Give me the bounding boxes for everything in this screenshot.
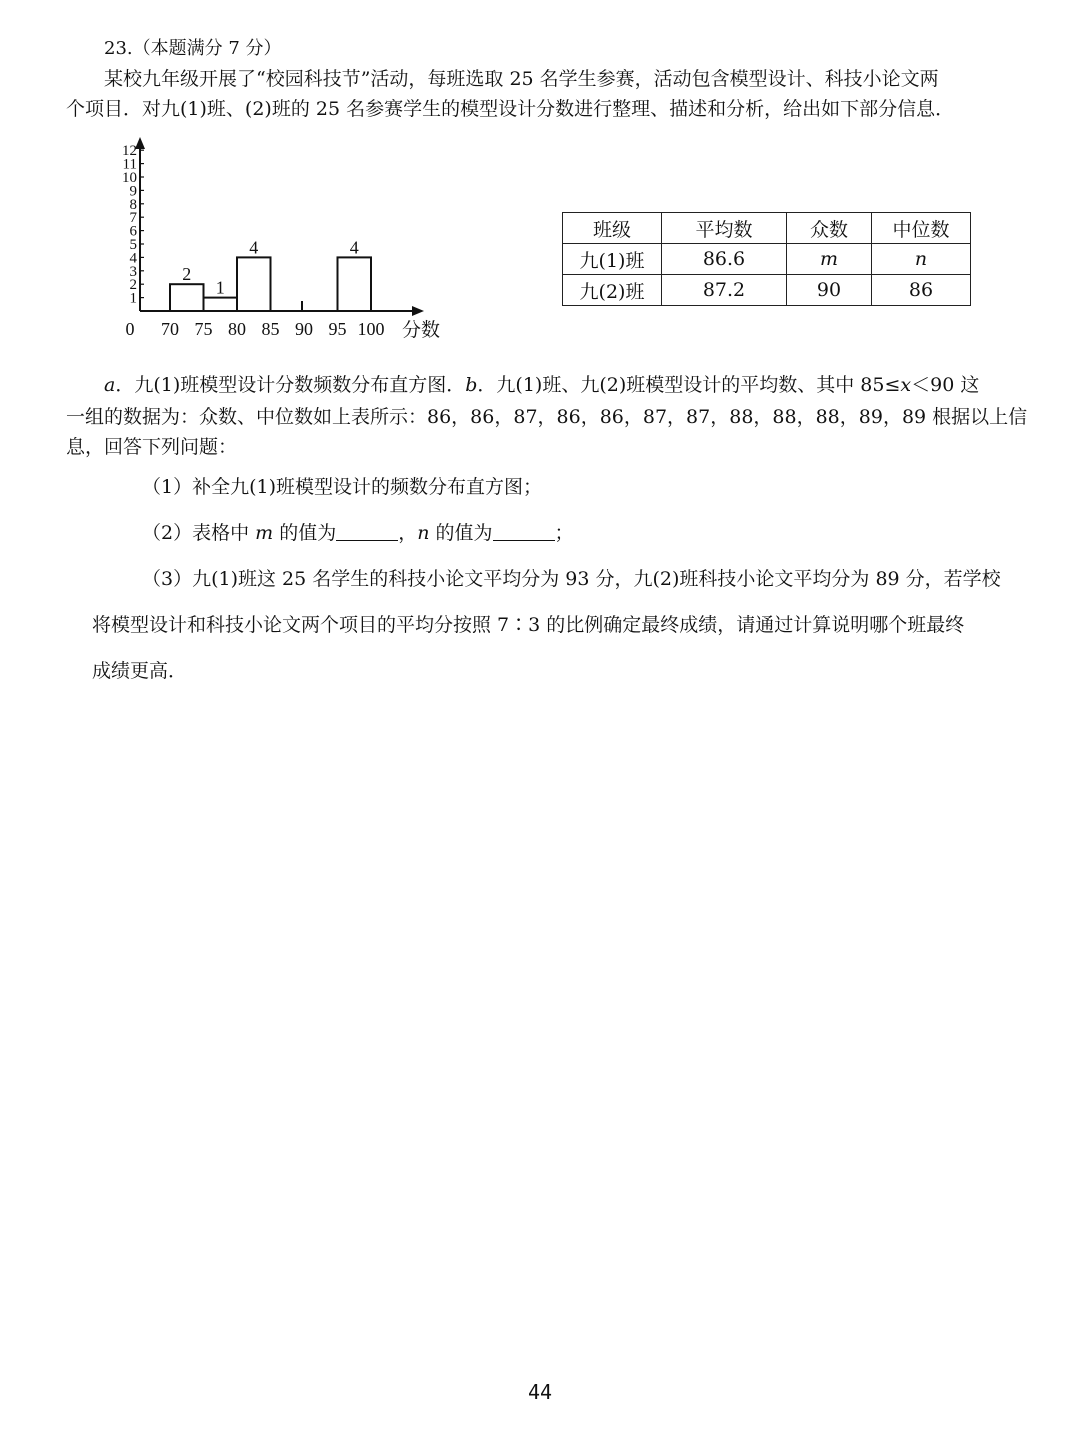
y-tick-label: 4: [129, 250, 137, 267]
x-axis-arrow: [412, 306, 424, 316]
table-cell: [787, 244, 872, 275]
stats-table: [562, 212, 971, 306]
table-cell: [872, 244, 971, 275]
bar-value-label: 2: [182, 264, 192, 285]
var-m: m: [819, 248, 839, 270]
x-tick-label: 85: [261, 319, 280, 339]
var-n: n: [914, 248, 928, 270]
table-cell: 90: [787, 275, 872, 306]
question-1: （1）补全九(1)班模型设计的频数分布直方图；: [142, 476, 543, 498]
var-x: x: [900, 374, 912, 396]
table-cell: 九(2)班: [563, 275, 662, 306]
histogram-bar: [170, 284, 204, 311]
intro-line-2: 个项目．对九(1)班、(2)班的 25 名参赛学生的模型设计分数进行整理、描述和分析，给出如下部分信息．: [66, 98, 955, 120]
table-row: [563, 275, 971, 306]
page-number: 44: [527, 1380, 553, 1404]
label-b: b: [465, 374, 478, 396]
question-2: （2）表格中 m 的值为 ，n 的值为 ；: [142, 522, 574, 544]
table-cell: 87.2: [662, 275, 787, 306]
table-header-row: [563, 213, 971, 244]
table-header-cell: 平均数: [662, 213, 787, 244]
x-tick-label: 100: [357, 319, 385, 339]
y-tick-label: 8: [129, 196, 137, 213]
table-cell: 86: [872, 275, 971, 306]
y-tick-label: 9: [129, 183, 137, 200]
intro-line-1: 某校九年级开展了“校园科技节”活动，每班选取 25 名学生参赛，活动包含模型设计、科技小论文两: [104, 68, 939, 90]
x-tick-label: 90: [295, 319, 313, 339]
info-line-2: 一组的数据为：众数、中位数如上表所示：86，86，87，86，86，87，87，88，88，88，89，89 根据以上信: [66, 406, 1028, 428]
histogram-bar: [204, 298, 238, 311]
x-tick-label: 70: [161, 319, 179, 339]
y-tick-label: 12: [122, 143, 137, 160]
y-tick-label: 11: [122, 156, 137, 173]
question-title: 23.（本题满分 7 分）: [104, 38, 282, 59]
question-3-line-3: 成绩更高．: [92, 660, 188, 682]
histogram-bar: [237, 257, 271, 311]
y-tick-label: 10: [122, 170, 137, 186]
histogram-bar: [338, 257, 372, 311]
y-tick-label: 6: [129, 223, 137, 240]
x-tick-label: 75: [194, 319, 213, 339]
y-tick-label: 3: [129, 263, 137, 280]
label-a: a: [104, 374, 116, 396]
origin-label: 0: [125, 319, 135, 339]
table-header-cell: 众数: [787, 213, 872, 244]
x-axis-label: 分数: [402, 320, 441, 341]
table-cell: 九(1)班: [563, 244, 662, 275]
question-3-line-2: 将模型设计和科技小论文两个项目的平均分按照 7∶3 的比例确定最终成绩，请通过计算说明哪个班最终: [92, 614, 965, 636]
x-tick-label: 80: [228, 319, 246, 339]
y-tick-label: 5: [129, 237, 137, 253]
answer-blank-n[interactable]: [493, 522, 555, 541]
y-tick-label: 1: [129, 290, 137, 307]
table-cell: 86.6: [662, 244, 787, 275]
y-tick-label: 2: [129, 277, 137, 294]
bar-value-label: 4: [349, 237, 359, 258]
bar-value-label: 1: [215, 277, 225, 298]
answer-blank-m[interactable]: [336, 522, 398, 541]
table-header-cell: 中位数: [872, 213, 971, 244]
histogram-chart: [112, 136, 452, 351]
y-tick-label: 7: [129, 210, 137, 227]
info-line-1: a．九(1)班模型设计分数频数分布直方图．b．九(1)班、九(2)班模型设计的平均数、其中 85≤x＜90 这: [104, 374, 980, 396]
info-line-3: 息，回答下列问题：: [66, 436, 238, 458]
x-tick-label: 95: [328, 319, 347, 339]
table-row: [563, 244, 971, 275]
table-header-cell: 班级: [563, 213, 662, 244]
bar-value-label: 4: [249, 237, 259, 258]
question-3-line-1: （3）九(1)班这 25 名学生的科技小论文平均分为 93 分，九(2)班科技小论文平均分为 89 分，若学校: [142, 568, 1001, 590]
